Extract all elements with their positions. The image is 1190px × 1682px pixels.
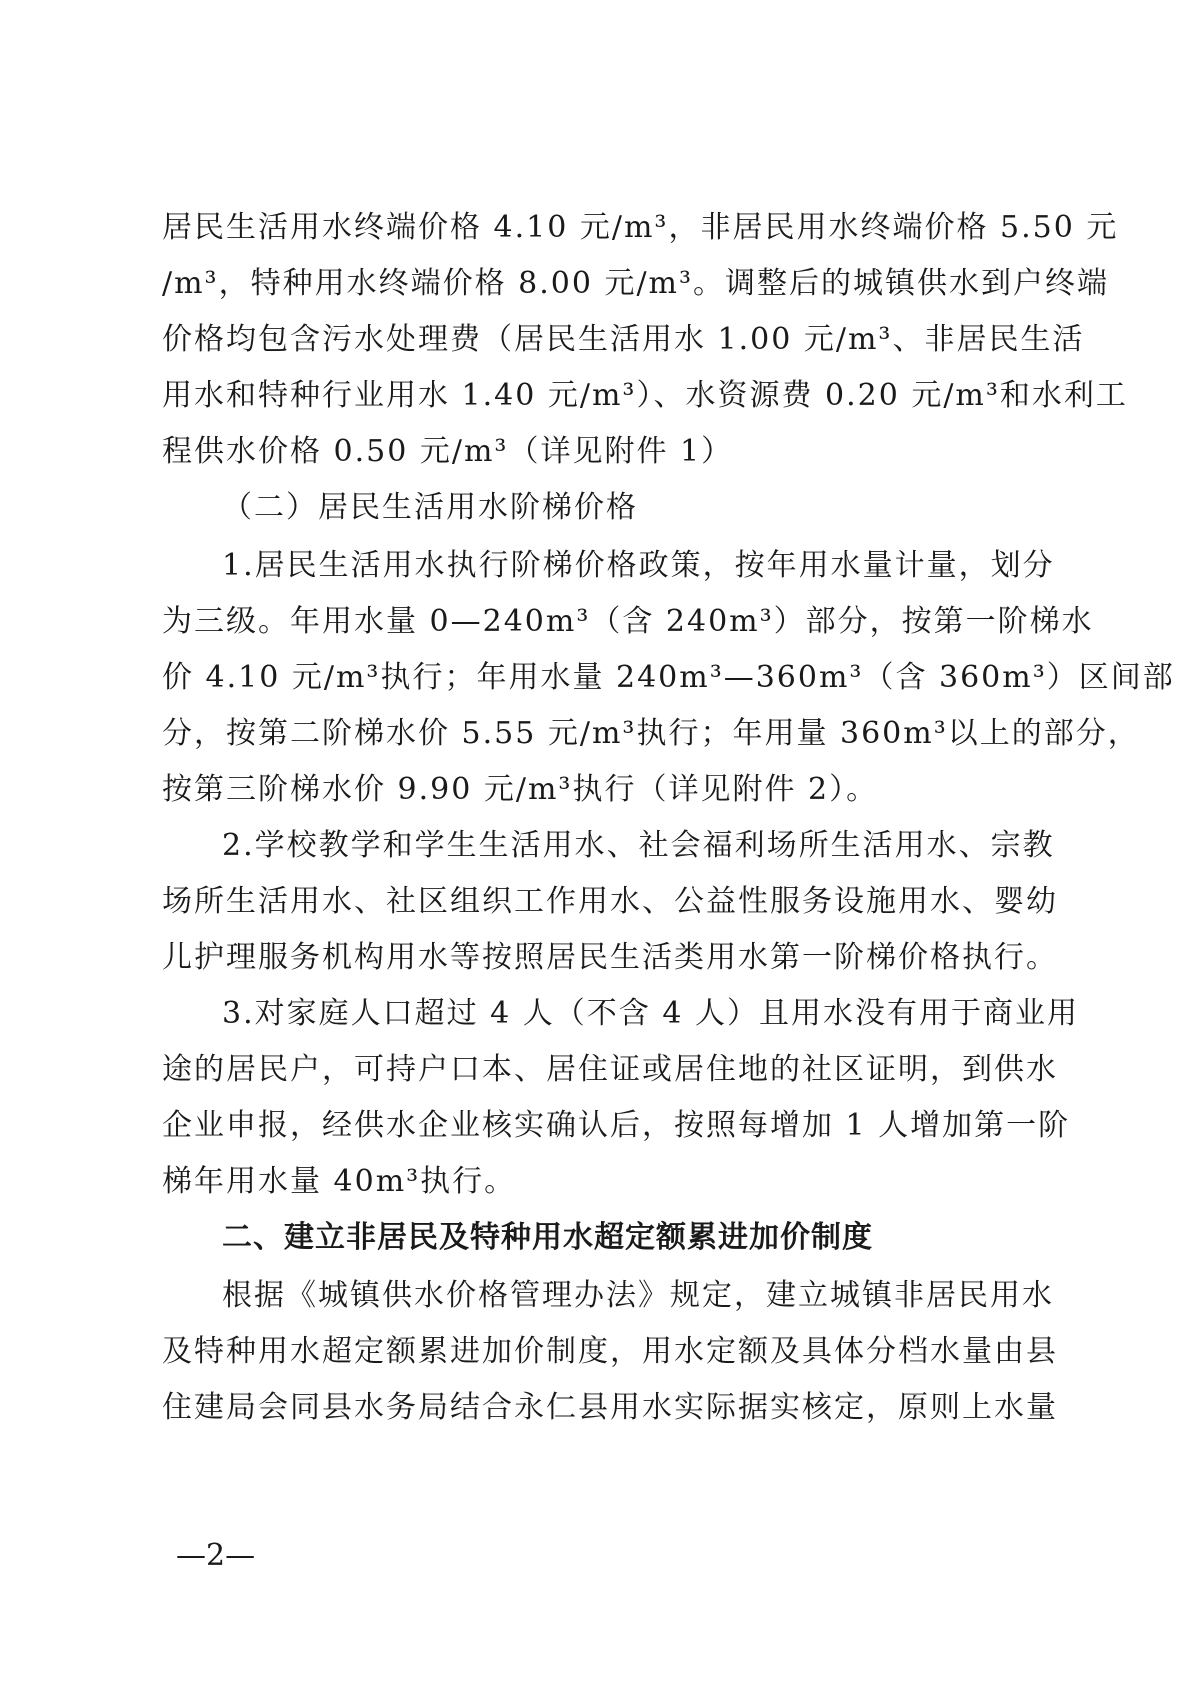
body-line: 价格均包含污水处理费（居民生活用水 1.00 元/m³、非居民生活 <box>162 322 1085 357</box>
body-line: 梯年用水量 40m³执行。 <box>162 1164 517 1199</box>
body-line: 根据《城镇供水价格管理办法》规定，建立城镇非居民用水 <box>222 1278 1054 1313</box>
body-line: 儿护理服务机构用水等按照居民生活类用水第一阶梯价格执行。 <box>162 940 1058 975</box>
body-line: 及特种用水超定额累进加价制度，用水定额及具体分档水量由县 <box>162 1334 1058 1369</box>
body-line: 为三级。年用水量 0—240m³（含 240m³）部分，按第一阶梯水 <box>162 604 1094 639</box>
body-line: 1.居民生活用水执行阶梯价格政策，按年用水量计量，划分 <box>222 548 1055 583</box>
body-line: 3.对家庭人口超过 4 人（不含 4 人）且用水没有用于商业用 <box>222 996 1079 1031</box>
subsection-heading: （二）居民生活用水阶梯价格 <box>222 490 638 525</box>
body-line: 2.学校教学和学生生活用水、社会福利场所生活用水、宗教 <box>222 828 1055 863</box>
body-line: /m³，特种用水终端价格 8.00 元/m³。调整后的城镇供水到户终端 <box>162 266 1110 301</box>
body-line: 企业申报，经供水企业核实确认后，按照每增加 1 人增加第一阶 <box>162 1108 1071 1143</box>
body-line: 分，按第二阶梯水价 5.55 元/m³执行；年用量 360m³以上的部分， <box>162 716 1140 751</box>
body-line: 途的居民户，可持户口本、居住证或居住地的社区证明，到供水 <box>162 1052 1058 1087</box>
body-line: 价 4.10 元/m³执行；年用水量 240m³—360m³（含 360m³）区间部 <box>162 660 1175 695</box>
body-line: 用水和特种行业用水 1.40 元/m³）、水资源费 0.20 元/m³和水利工 <box>162 378 1128 413</box>
body-line: 程供水价格 0.50 元/m³（详见附件 1） <box>162 434 734 469</box>
body-line: 居民生活用水终端价格 4.10 元/m³，非居民用水终端价格 5.50 元 <box>162 210 1119 245</box>
body-line: 住建局会同县水务局结合永仁县用水实际据实核定，原则上水量 <box>162 1390 1058 1425</box>
body-line: 场所生活用水、社区组织工作用水、公益性服务设施用水、婴幼 <box>162 884 1058 919</box>
body-line: 按第三阶梯水价 9.90 元/m³执行（详见附件 2）。 <box>162 772 879 807</box>
section-heading: 二、建立非居民及特种用水超定额累进加价制度 <box>222 1220 873 1255</box>
page-number: —2— <box>176 1538 256 1573</box>
